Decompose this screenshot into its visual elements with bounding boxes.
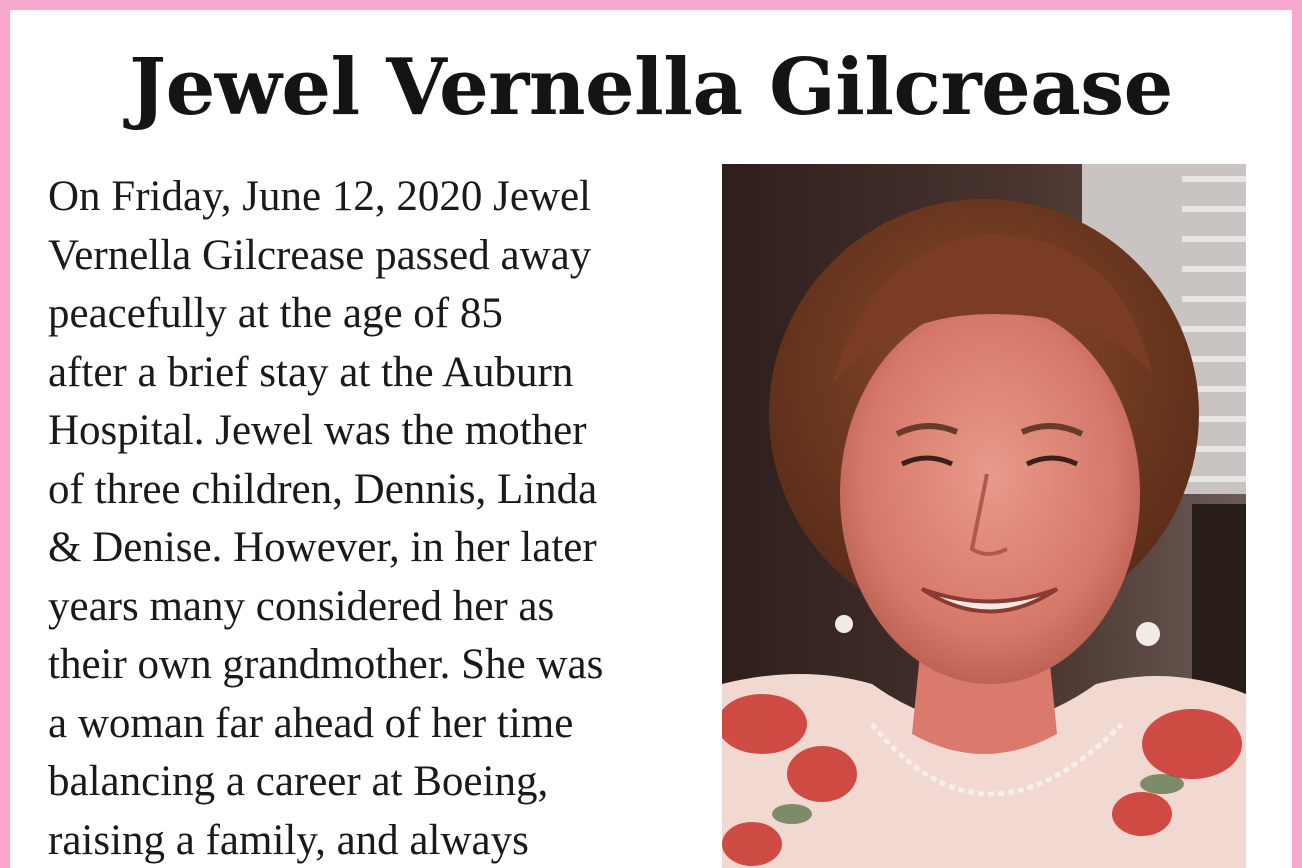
portrait-photo (722, 164, 1246, 868)
body-line: after a brief stay at the Auburn (48, 348, 574, 396)
body-line: peacefully at the age of 85 (48, 290, 503, 337)
obituary-card (10, 10, 1292, 868)
portrait-illustration (722, 164, 1246, 868)
body-line: balancing a career at Boeing, (48, 758, 549, 805)
body-line: a woman far ahead of her time (48, 699, 574, 747)
body-line: of three children, Dennis, Linda (48, 465, 598, 513)
body-line: Vernella Gilcrease passed away (48, 231, 592, 279)
body-line: years many considered her as (48, 582, 555, 630)
body-line: their own grandmother. She was (48, 641, 604, 688)
obituary-title: Jewel Vernella Gilcrease (129, 42, 1173, 133)
body-line: Hospital. Jewel was the mother (48, 407, 587, 454)
body-line: On Friday, June 12, 2020 Jewel (48, 173, 592, 220)
body-line: raising a family, and always (48, 816, 529, 864)
body-line: & Denise. However, in her later (48, 524, 597, 571)
obituary-body (48, 168, 728, 868)
